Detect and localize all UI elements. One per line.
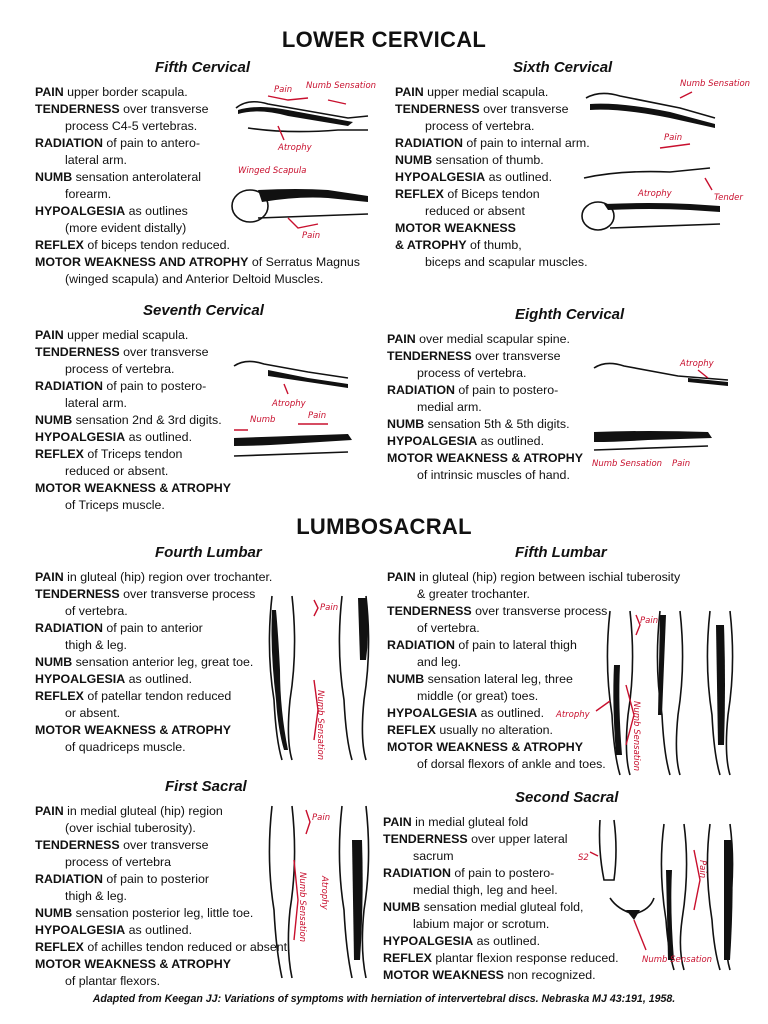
symptom-text: upper medial scapula. <box>63 328 189 342</box>
label-winged-scapula: Winged Scapula <box>238 166 307 176</box>
symptom-text: process of vertebra. <box>417 366 527 380</box>
symptom-keyword: MOTOR WEAKNESS <box>383 968 504 982</box>
symptom-keyword: REFLEX <box>35 940 84 954</box>
figure-l4-legs <box>262 590 382 765</box>
symptom-text: of achilles tendon reduced or absent. <box>83 940 291 954</box>
symptom-text: as outlines <box>125 204 188 218</box>
symptom-text: non recognized. <box>503 968 596 982</box>
symptom-text: medial thigh, leg and heel. <box>413 883 558 897</box>
label-pain: Pain <box>308 411 327 421</box>
label-numb: Numb <box>250 415 276 425</box>
symptom-text: in medial gluteal (hip) region <box>63 804 223 818</box>
symptom-text: as outlined. <box>485 170 553 184</box>
symptom-keyword: RADIATION <box>35 379 103 393</box>
symptom-text: reduced or absent <box>425 204 525 218</box>
symptom-text: sensation anterior leg, great toe. <box>72 655 254 669</box>
symptom-keyword: HYPOALGESIA <box>35 672 126 686</box>
symptom-keyword: REFLEX <box>35 238 84 252</box>
symptom-text: sensation anterolateral <box>72 170 201 184</box>
symptom-keyword: NUMB <box>35 170 73 184</box>
symptom-keyword: RADIATION <box>35 621 103 635</box>
label-s2: S2 <box>578 853 589 863</box>
symptom-keyword: MOTOR WEAKNESS & ATROPHY <box>35 481 231 495</box>
symptom-keyword: PAIN <box>387 332 416 346</box>
symptom-keyword: NUMB <box>383 900 421 914</box>
symptom-line <box>387 569 747 586</box>
symptom-text: of biceps tendon reduced. <box>83 238 230 252</box>
figure-c8-arm <box>588 352 748 477</box>
symptom-text: forearm. <box>65 187 112 201</box>
symptom-text: of pain to postero- <box>454 383 559 397</box>
symptom-text: over transverse <box>119 838 209 852</box>
symptom-text: thigh & leg. <box>65 638 127 652</box>
label-numb-sensation: Numb Sensation <box>642 955 713 965</box>
symptom-keyword: TENDERNESS <box>387 604 472 618</box>
symptom-text: in gluteal (hip) region between ischial tuberosity <box>415 570 681 584</box>
symptom-keyword: MOTOR WEAKNESS AND ATROPHY <box>35 255 249 269</box>
symptom-text: plantar flexion response reduced. <box>431 951 619 965</box>
symptom-text: middle (or great) toes. <box>417 689 539 703</box>
figure-c6-arm <box>580 78 750 243</box>
figure-s1-legs <box>262 800 382 985</box>
symptom-text: lateral arm. <box>65 396 127 410</box>
symptom-text: of vertebra. <box>65 604 128 618</box>
symptom-text: process of vertebra. <box>65 362 175 376</box>
label-numb-sensation: Numb Sensation <box>306 81 377 91</box>
symptom-line <box>35 271 375 288</box>
symptom-keyword: MOTOR WEAKNESS & ATROPHY <box>387 740 583 754</box>
section-title: Eighth Cervical <box>515 306 625 323</box>
symptom-keyword: MOTOR WEAKNESS & ATROPHY <box>387 451 583 465</box>
symptom-keyword: NUMB <box>387 672 425 686</box>
symptom-line <box>35 254 375 271</box>
symptom-keyword: MOTOR WEAKNESS & ATROPHY <box>35 957 231 971</box>
symptom-keyword: TENDERNESS <box>35 345 120 359</box>
section-title: First Sacral <box>165 778 247 795</box>
label-atrophy: Atrophy <box>278 143 312 153</box>
symptom-text: of pain to posterior <box>102 872 209 886</box>
symptom-text: of plantar flexors. <box>65 974 161 988</box>
symptom-text: of pain to lateral thigh <box>454 638 577 652</box>
symptom-text: process of vertebra. <box>425 119 535 133</box>
symptom-text: (over ischial tuberosity). <box>65 821 196 835</box>
symptom-keyword: HYPOALGESIA <box>387 434 478 448</box>
symptom-text: in medial gluteal fold <box>411 815 529 829</box>
symptom-line <box>35 497 375 514</box>
symptom-text: upper medial scapula. <box>423 85 549 99</box>
symptom-keyword: PAIN <box>383 815 412 829</box>
symptom-text: over transverse <box>471 349 561 363</box>
symptom-keyword: NUMB <box>35 655 73 669</box>
symptom-line <box>35 327 375 344</box>
symptom-line <box>35 480 375 497</box>
symptom-keyword: PAIN <box>35 328 64 342</box>
symptom-keyword: REFLEX <box>35 689 84 703</box>
symptom-keyword: & ATROPHY <box>395 238 467 252</box>
symptom-text: as outlined. <box>125 923 193 937</box>
symptom-text: sensation medial gluteal fold, <box>420 900 584 914</box>
label-numb-sensation: Numb Sensation <box>631 701 641 772</box>
symptom-keyword: RADIATION <box>383 866 451 880</box>
symptom-keyword: PAIN <box>395 85 424 99</box>
section-title: Second Sacral <box>515 789 619 806</box>
symptom-text: in gluteal (hip) region over trochanter. <box>63 570 273 584</box>
symptom-keyword: REFLEX <box>383 951 432 965</box>
label-atrophy: Atrophy <box>638 189 672 199</box>
symptom-text: of pain to postero- <box>102 379 207 393</box>
label-pain: Pain <box>640 616 659 626</box>
symptom-text: sensation 5th & 5th digits. <box>424 417 570 431</box>
symptom-text: of pain to internal arm. <box>462 136 590 150</box>
symptom-keyword: TENDERNESS <box>35 838 120 852</box>
symptom-text: over transverse process <box>119 587 256 601</box>
label-pain-2: Pain <box>302 231 321 241</box>
symptom-text: over medial scapular spine. <box>415 332 570 346</box>
symptom-text: over upper lateral <box>467 832 568 846</box>
symptom-text: as outlined. <box>477 706 545 720</box>
symptom-keyword: NUMB <box>387 417 425 431</box>
symptom-line <box>395 254 735 271</box>
symptom-text: process of vertebra <box>65 855 172 869</box>
symptom-keyword: HYPOALGESIA <box>35 923 126 937</box>
section-title: Seventh Cervical <box>143 302 264 319</box>
symptom-keyword: MOTOR WEAKNESS & ATROPHY <box>35 723 231 737</box>
symptom-keyword: RADIATION <box>395 136 463 150</box>
section-title: Sixth Cervical <box>513 59 613 76</box>
symptom-text: labium major or scrotum. <box>413 917 550 931</box>
symptom-keyword: MOTOR WEAKNESS <box>395 221 516 235</box>
symptom-text: of dorsal flexors of ankle and toes. <box>417 757 606 771</box>
label-pain: Pain <box>664 133 683 143</box>
symptom-keyword: NUMB <box>35 413 73 427</box>
label-numb-sensation: Numb Sensation <box>592 459 663 469</box>
symptom-keyword: TENDERNESS <box>387 349 472 363</box>
symptom-text: sacrum <box>413 849 454 863</box>
symptom-text: process C4-5 vertebras. <box>65 119 198 133</box>
symptom-text: of pain to postero- <box>450 866 555 880</box>
symptom-keyword: HYPOALGESIA <box>35 430 126 444</box>
label-atrophy: Atrophy <box>319 876 329 910</box>
symptom-text: & greater trochanter. <box>417 587 530 601</box>
symptom-text: of quadriceps muscle. <box>65 740 186 754</box>
symptom-text: upper border scapula. <box>63 85 188 99</box>
label-tender: Tender <box>714 193 743 203</box>
figure-l5-legs <box>556 605 760 790</box>
symptom-text: as outlined. <box>473 934 541 948</box>
figure-c5-arm <box>228 78 378 248</box>
symptom-keyword: HYPOALGESIA <box>35 204 126 218</box>
symptom-text: as outlined. <box>125 672 193 686</box>
heading-lumbosacral: LUMBOSACRAL <box>296 514 472 539</box>
symptom-text: over transverse process <box>471 604 608 618</box>
symptom-text: of patellar tendon reduced <box>83 689 232 703</box>
symptom-keyword: TENDERNESS <box>395 102 480 116</box>
label-numb-sensation: Numb Sensation <box>297 872 307 943</box>
label-atrophy: Atrophy <box>272 399 306 409</box>
label-pain: Pain <box>672 459 691 469</box>
symptom-text: or absent. <box>65 706 121 720</box>
symptom-keyword: REFLEX <box>387 723 436 737</box>
symptom-text: over transverse <box>119 102 209 116</box>
symptom-keyword: HYPOALGESIA <box>387 706 478 720</box>
symptom-keyword: TENDERNESS <box>35 102 120 116</box>
symptom-keyword: TENDERNESS <box>383 832 468 846</box>
symptom-text: of Triceps tendon <box>83 447 183 461</box>
symptom-keyword: RADIATION <box>35 872 103 886</box>
footer-citation: Adapted from Keegan JJ: Variations of symptoms with herniation of intervertebral discs. Nebraska MJ 43:191, 1958. <box>92 993 676 1005</box>
symptom-keyword: REFLEX <box>395 187 444 201</box>
label-atrophy: Atrophy <box>680 359 714 369</box>
symptom-keyword: NUMB <box>35 906 73 920</box>
label-atrophy: Atrophy <box>556 710 590 720</box>
symptom-text: of thumb, <box>466 238 522 252</box>
symptom-text: of intrinsic muscles of hand. <box>417 468 570 482</box>
symptom-keyword: HYPOALGESIA <box>383 934 474 948</box>
symptom-line <box>387 331 727 348</box>
symptom-keyword: RADIATION <box>35 136 103 150</box>
symptom-keyword: TENDERNESS <box>35 587 120 601</box>
symptom-text: as outlined. <box>125 430 193 444</box>
symptom-text: of Biceps tendon <box>443 187 540 201</box>
section-title: Fourth Lumbar <box>155 544 262 561</box>
symptom-keyword: PAIN <box>387 570 416 584</box>
symptom-text: (more evident distally) <box>65 221 187 235</box>
symptom-text: of pain to anterior <box>102 621 203 635</box>
symptom-text: over transverse <box>119 345 209 359</box>
symptom-text: sensation of thumb. <box>432 153 544 167</box>
symptom-text: (winged scapula) and Anterior Deltoid Muscles. <box>65 272 324 286</box>
symptom-text: of Serratus Magnus <box>248 255 360 269</box>
heading-lower-cervical: LOWER CERVICAL <box>281 27 487 52</box>
label-numb-sensation: Numb Sensation <box>680 79 751 89</box>
symptom-text: over transverse <box>479 102 569 116</box>
figure-c7-arm <box>228 350 368 470</box>
symptom-text: reduced or absent. <box>65 464 169 478</box>
symptom-text: as outlined. <box>477 434 545 448</box>
symptom-text: of Triceps muscle. <box>65 498 165 512</box>
symptom-text: lateral arm. <box>65 153 127 167</box>
symptom-keyword: PAIN <box>35 570 64 584</box>
symptom-keyword: PAIN <box>35 85 64 99</box>
symptom-text: medial arm. <box>417 400 482 414</box>
label-numb-sensation: Numb Sensation <box>315 690 325 761</box>
figure-s2-legs <box>574 810 764 980</box>
symptom-text: biceps and scapular muscles. <box>425 255 588 269</box>
symptom-text: sensation lateral leg, three <box>424 672 573 686</box>
label-pain: Pain <box>320 603 339 613</box>
label-pain: Pain <box>312 813 331 823</box>
section-title: Fifth Cervical <box>155 59 251 76</box>
label-pain: Pain <box>274 85 293 95</box>
symptom-keyword: NUMB <box>395 153 433 167</box>
symptom-text: sensation 2nd & 3rd digits. <box>72 413 222 427</box>
symptom-line <box>387 586 747 603</box>
symptom-keyword: RADIATION <box>387 638 455 652</box>
symptom-text: and leg. <box>417 655 462 669</box>
section-title: Fifth Lumbar <box>515 544 607 561</box>
symptom-keyword: PAIN <box>35 804 64 818</box>
symptom-text: of vertebra. <box>417 621 480 635</box>
symptom-keyword: HYPOALGESIA <box>395 170 486 184</box>
symptom-text: thigh & leg. <box>65 889 127 903</box>
symptom-keyword: REFLEX <box>35 447 84 461</box>
symptom-text: usually no alteration. <box>435 723 553 737</box>
symptom-text: of pain to antero- <box>102 136 201 150</box>
symptom-text: sensation posterior leg, little toe. <box>72 906 254 920</box>
label-pain: Pain <box>697 860 707 879</box>
symptom-keyword: RADIATION <box>387 383 455 397</box>
symptom-line <box>35 569 375 586</box>
